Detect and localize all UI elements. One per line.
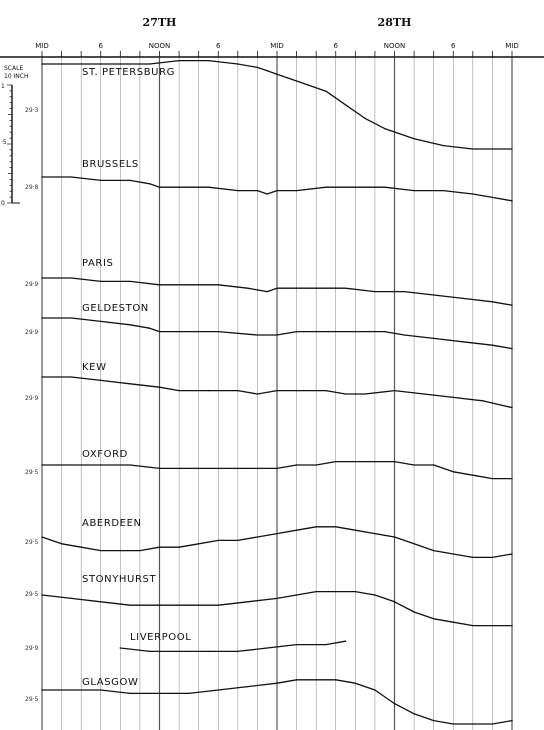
series-point [208,187,209,188]
x-axis-ticks [35,16,519,50]
series-point [198,543,199,544]
baseline-value-label: 29·5 [25,469,39,476]
series-point [149,651,150,652]
series-point [100,550,101,551]
series-point [511,407,512,408]
series-point [120,63,121,64]
series-point [159,693,160,694]
series-point [267,70,268,71]
series-point [355,683,356,684]
series-point [433,294,434,295]
series-point [394,536,395,537]
scale-tick-label: ·5 [1,139,7,146]
x-tick-label: NOON [148,42,171,50]
series-point [453,471,454,472]
series-point [267,647,268,648]
series-point [130,180,131,181]
series-point [41,376,42,377]
series-point [511,348,512,349]
series-point [159,605,160,606]
series-point [120,550,121,551]
baseline-value-label: 29·9 [25,395,39,402]
station-label: LIVERPOOL [130,632,192,643]
series-point [71,598,72,599]
station-label: PARIS [82,258,114,269]
scale-title: SCALE [4,65,24,72]
series-point [492,625,493,626]
series-point [433,464,434,465]
series-point [443,145,444,146]
series-point [296,331,297,332]
series-point [130,324,131,325]
series-point [139,550,140,551]
series-point [414,464,415,465]
series-point [453,723,454,724]
series-point [71,376,72,377]
series-point [237,651,238,652]
series-point [453,622,454,623]
series-point [159,468,160,469]
series-point [179,60,180,61]
series-point [276,533,277,534]
series-point [325,390,326,391]
series-point [335,591,336,592]
series-point [218,689,219,690]
series-point [247,601,248,602]
series-point [443,190,444,191]
series-point [404,334,405,335]
series-point [433,720,434,721]
series-point [374,594,375,595]
series-point [247,468,248,469]
series-point [41,594,42,595]
labels-layer [25,67,191,703]
series-point [472,148,473,149]
series-point [296,390,297,391]
series-point [81,547,82,548]
series-point [404,291,405,292]
series-point [286,288,287,289]
series-point [492,723,493,724]
scale-tick-label: 1 [1,83,5,90]
series-point [433,618,434,619]
baseline-value-label: 29·5 [25,591,39,598]
series-point [149,328,150,329]
series-point [492,345,493,346]
series-point [208,651,209,652]
series-point [325,644,326,645]
series-point [335,679,336,680]
series-point [218,468,219,469]
series-point [511,478,512,479]
series-point [100,321,101,322]
series-point [100,180,101,181]
series-point [316,288,317,289]
series-point [41,277,42,278]
series-point [247,288,248,289]
series-point [276,683,277,684]
baseline-value-label: 29·5 [25,696,39,703]
series-point [394,601,395,602]
series-point [296,464,297,465]
series-point [296,530,297,531]
series-point [511,625,512,626]
x-tick-label: 6 [333,42,338,50]
series-point [345,641,346,642]
scale-unit: 10 INCH [4,73,29,80]
series-point [188,605,189,606]
series-point [100,601,101,602]
series-point [247,686,248,687]
series-point [296,644,297,645]
series-point [71,689,72,690]
series-point [335,461,336,462]
series-point [511,148,512,149]
series-point [316,591,317,592]
series-point [316,526,317,527]
series-point [462,341,463,342]
series-point [41,536,42,537]
x-tick-label: MID [505,42,519,50]
x-tick-label: 6 [216,42,221,50]
x-tick-label: MID [35,42,49,50]
series-point [384,187,385,188]
series-point [71,277,72,278]
series-point [41,689,42,690]
series-point [365,393,366,394]
x-tick-label: MID [270,42,284,50]
series-point [41,464,42,465]
series-point [276,74,277,75]
series-point [257,536,258,537]
series-point [267,193,268,194]
series-point [41,63,42,64]
series-point [316,679,317,680]
series-point [100,689,101,690]
series-point [237,540,238,541]
series-point [492,301,493,302]
series-point [276,334,277,335]
station-label: GELDESTON [82,303,149,314]
series-point [492,197,493,198]
series-point [355,591,356,592]
series-point [423,393,424,394]
series-point [472,475,473,476]
series-point [149,183,150,184]
series-point [374,461,375,462]
series-point [159,387,160,388]
day-label: 27TH [142,16,177,29]
series-point [345,393,346,394]
series-point [179,331,180,332]
series-point [355,187,356,188]
series-point [394,703,395,704]
series-point [472,625,473,626]
series-point [276,190,277,191]
series-point [374,291,375,292]
series-point [130,383,131,384]
baseline-value-label: 29·3 [25,107,39,114]
series-point [414,138,415,139]
series-point [218,540,219,541]
series-point [365,118,366,119]
x-tick-label: NOON [383,42,406,50]
station-label: GLASGOW [82,677,139,688]
series-point [267,291,268,292]
series-point [492,557,493,558]
series-point [296,80,297,81]
series-point [218,331,219,332]
series-point [130,605,131,606]
series-point [482,400,483,401]
series-point [355,331,356,332]
series-point [296,190,297,191]
baseline-value-label: 29·8 [25,184,39,191]
series-point [208,60,209,61]
series-point [384,128,385,129]
x-tick-label: 6 [451,42,456,50]
series-point [394,461,395,462]
series-point [335,526,336,527]
series-point [511,553,512,554]
series-point [71,464,72,465]
series-point [237,390,238,391]
series-point [159,284,160,285]
series-point [71,317,72,318]
station-label: OXFORD [82,449,128,460]
series-point [433,550,434,551]
series-point [188,468,189,469]
series-point [100,464,101,465]
series-point [374,689,375,690]
day-label: 28TH [377,16,412,29]
series-point [355,530,356,531]
series-point [511,200,512,201]
grid-lines [0,51,544,730]
baseline-value-label: 29·9 [25,281,39,288]
series-point [276,288,277,289]
series-point [472,723,473,724]
series-point [41,317,42,318]
series-point [188,284,189,285]
series-point [414,713,415,714]
series-point [257,67,258,68]
series-point [159,187,160,188]
series-point [100,380,101,381]
series-point [149,63,150,64]
series-point [453,553,454,554]
series-point [384,331,385,332]
series-point [159,547,160,548]
series-point [453,397,454,398]
series-point [41,176,42,177]
series-point [325,331,326,332]
series-point [71,176,72,177]
series-point [130,693,131,694]
station-label: ABERDEEN [82,518,142,529]
series-point [81,63,82,64]
station-label: STONYHURST [82,574,157,585]
station-label: ST. PETERSBURG [82,67,175,78]
baseline-value-label: 29·9 [25,329,39,336]
series-point [188,693,189,694]
series-point [511,720,512,721]
baseline-value-label: 29·5 [25,539,39,546]
series-point [345,288,346,289]
series-point [257,393,258,394]
series-point [276,468,277,469]
series-point [374,533,375,534]
series-point [414,190,415,191]
series-point [257,334,258,335]
series-point [492,478,493,479]
series-point [179,651,180,652]
series-point [472,557,473,558]
series-point [237,190,238,191]
series-point [159,331,160,332]
series-point [179,187,180,188]
baseline-value-label: 29·9 [25,645,39,652]
series-point [296,594,297,595]
scale-tick-label: 0 [1,200,5,207]
series-point [61,543,62,544]
series-point [462,298,463,299]
series-point [355,461,356,462]
station-label: KEW [82,362,107,373]
series-point [296,679,297,680]
series-point [325,187,326,188]
series-point [414,543,415,544]
station-label: BRUSSELS [82,159,139,170]
series-point [511,305,512,306]
series-point [345,104,346,105]
series-point [120,647,121,648]
series-point [257,190,258,191]
series-point [179,390,180,391]
series-point [218,605,219,606]
series-point [433,338,434,339]
series-point [276,390,277,391]
series-point [472,193,473,194]
series-point [130,281,131,282]
series-point [394,390,395,391]
series-point [316,464,317,465]
series-point [414,611,415,612]
series-point [218,284,219,285]
series-point [130,464,131,465]
series-point [100,281,101,282]
x-tick-label: 6 [98,42,103,50]
series-point [276,598,277,599]
series-point [208,390,209,391]
series-point [237,63,238,64]
series-point [179,547,180,548]
series-point [325,91,326,92]
